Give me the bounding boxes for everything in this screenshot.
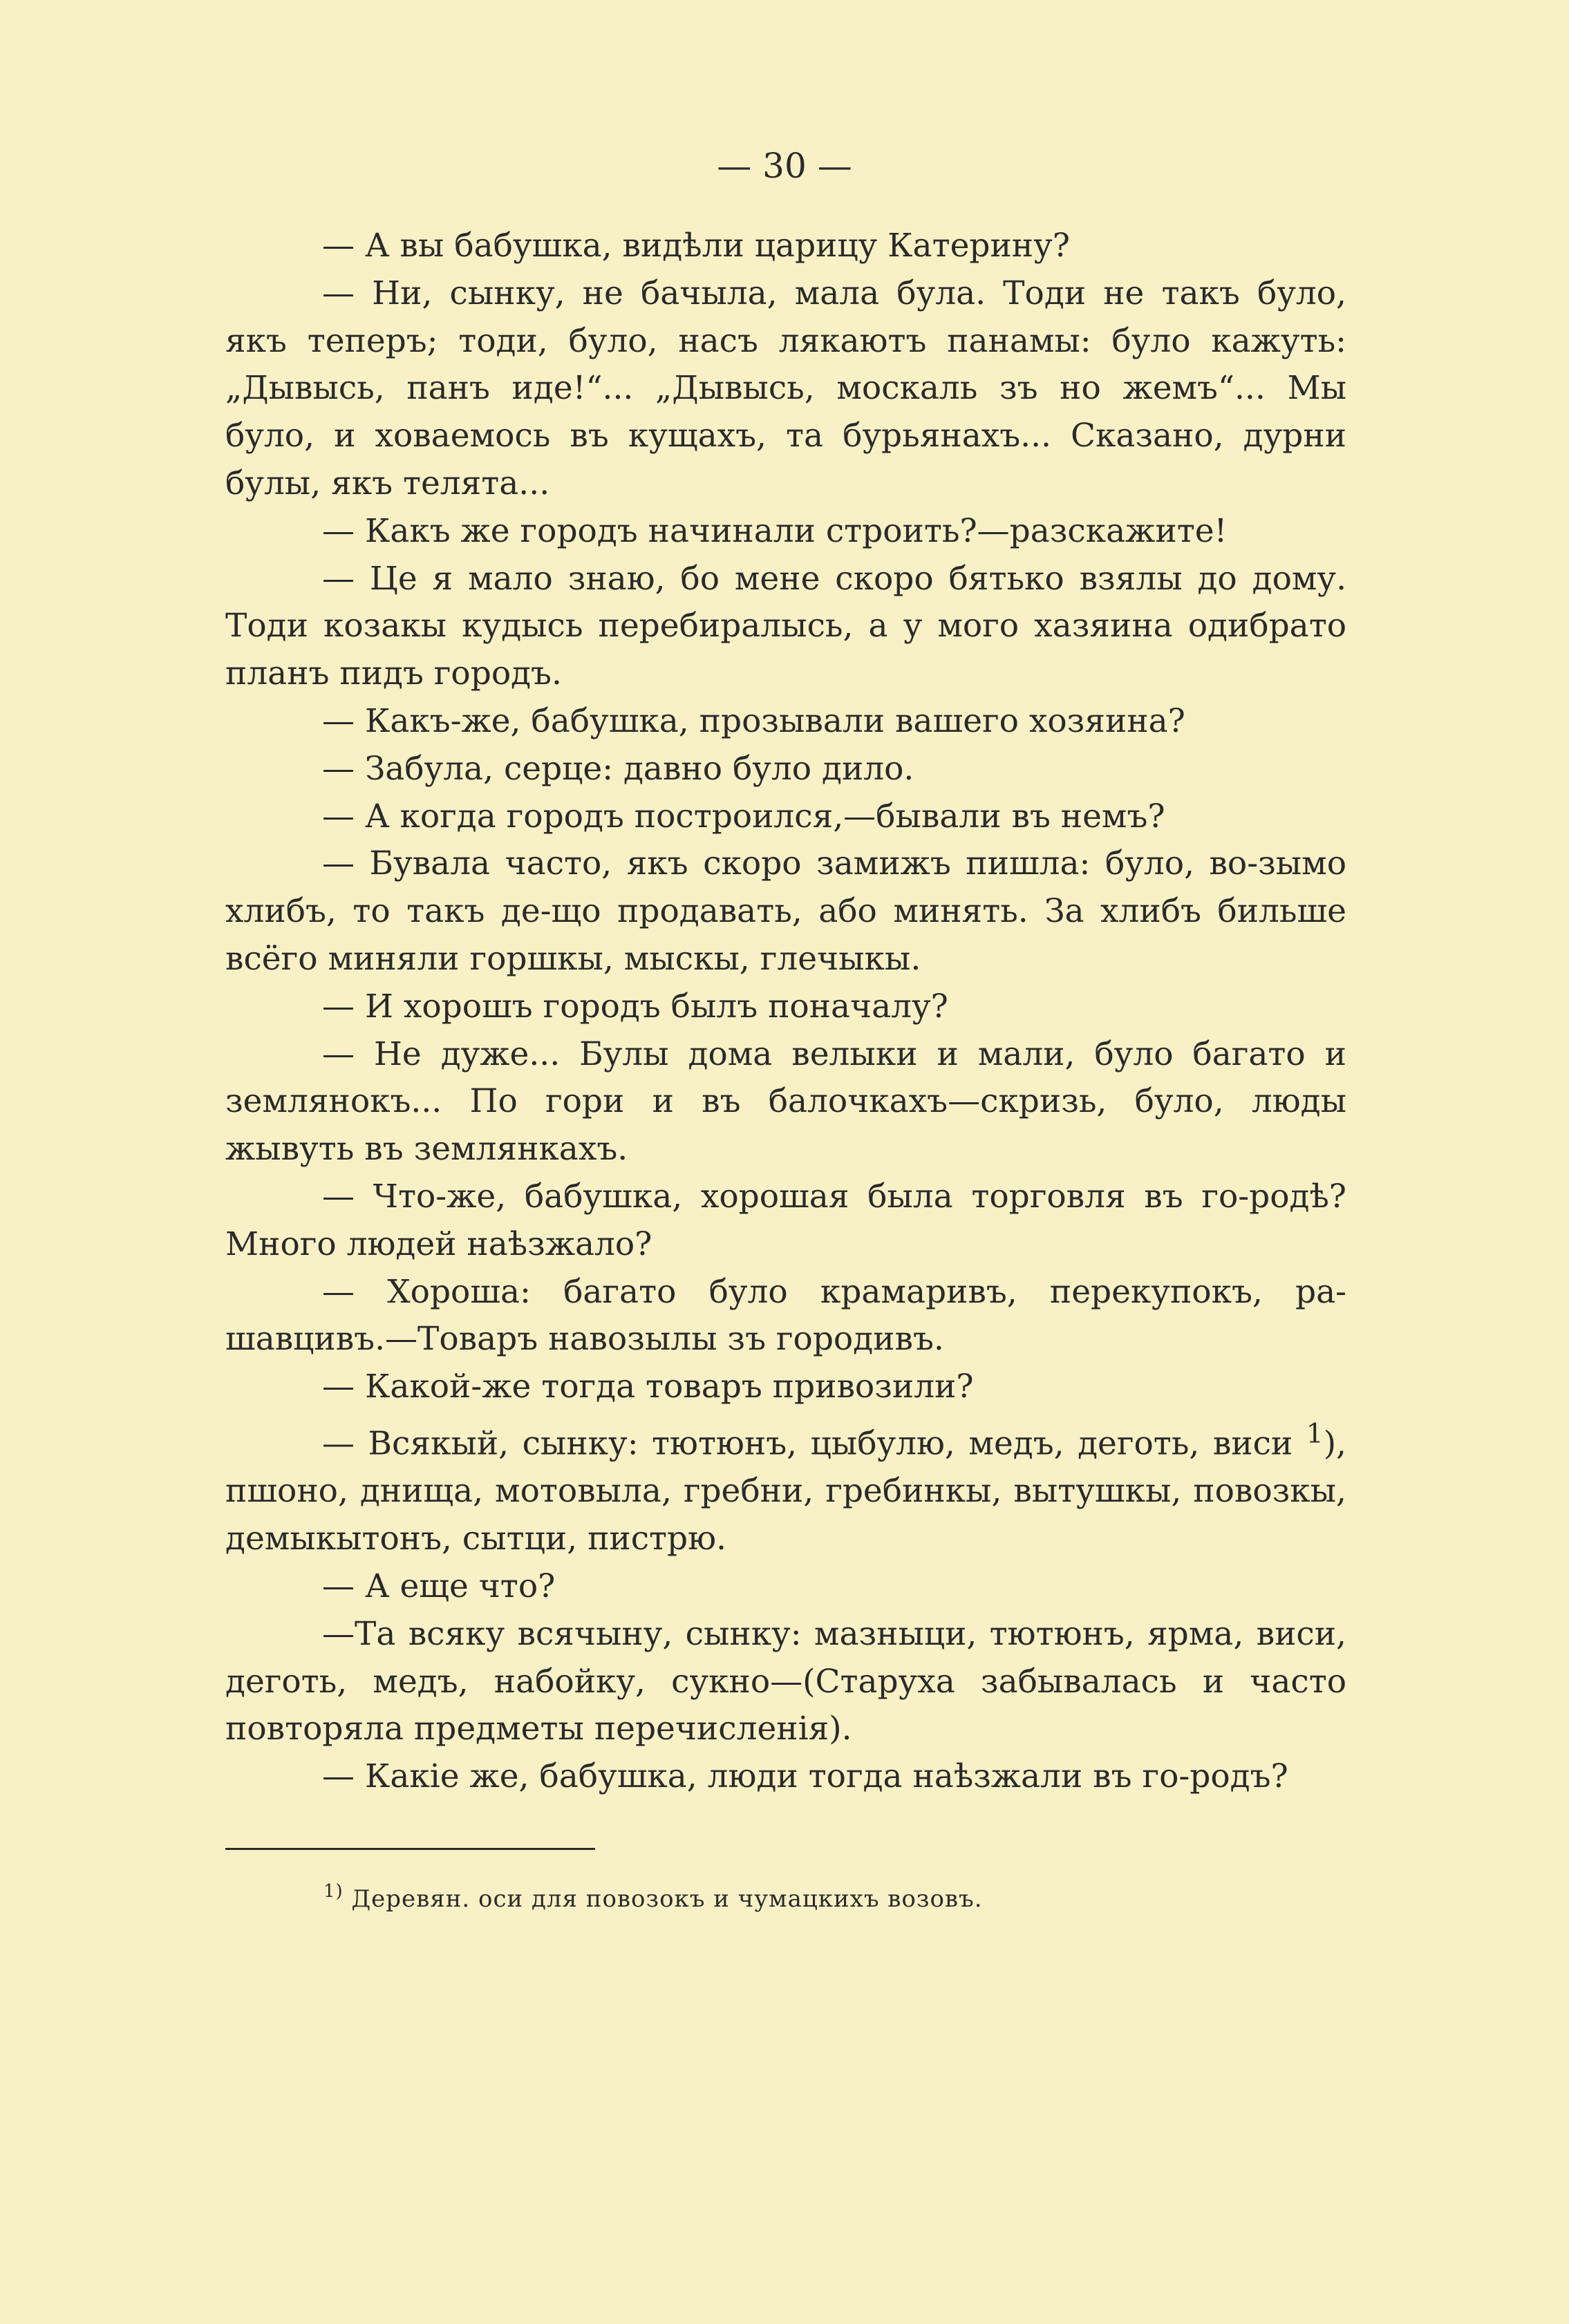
text-line: дому. Тоди козакы кудысь перебиралысь, а у мого хазяина одибрато планъ пидъ городъ. xyxy=(225,559,1347,693)
body-text xyxy=(225,223,1346,1801)
text-line: шавцивъ.—Товаръ навозылы зъ городивъ. xyxy=(225,1320,944,1359)
footnote xyxy=(323,1874,1346,1916)
paragraph xyxy=(225,840,1346,983)
paragraph xyxy=(225,1411,1346,1563)
text-line: — Что-же, бабушка, хорошая была торговля въ го- xyxy=(322,1177,1250,1216)
paragraph: — Какъ-же, бабушка, прозывали вашего хозяина? xyxy=(322,701,1185,740)
text-line: зымо хлибъ, то такъ де-що продавать, або минять. За хлибъ бильше всёго миняли горшкы, мыскы, глечыкы. xyxy=(225,844,1346,978)
page-number: — 30 — xyxy=(717,146,852,186)
text-line: — Це я мало знаю, бо мене скоро бятько взялы до xyxy=(322,559,1237,598)
text-line: ), пшоно, днища, мотовыла, гребни, гребинкы, вытушкы, повозкы, демыкытонъ, сытци, пистрю. xyxy=(225,1424,1346,1558)
paragraph xyxy=(225,270,1346,508)
paragraph: — А когда городъ построился,—бывали въ немъ? xyxy=(322,797,1165,835)
text-line: родѣ? Много людей наѣзжало? xyxy=(225,1177,1346,1263)
text-line: —Та всяку всячыну, сынку: мазныци, тютюнъ, ярма, xyxy=(322,1614,1244,1653)
text-line: родъ? xyxy=(1190,1757,1288,1796)
paragraph: — Какъ же городъ начинали строить?—разскажите! xyxy=(322,511,1228,550)
paragraph xyxy=(225,556,1346,698)
text-line: — Всякый, сынку: тютюнъ, цыбулю, медъ, деготь, xyxy=(322,1424,1200,1463)
text-line: — Какiе же, бабушка, люди тогда наѣзжали въ го- xyxy=(322,1757,1190,1796)
paragraph xyxy=(225,1031,1346,1173)
paragraph xyxy=(225,1269,1346,1364)
footnote-divider xyxy=(225,1848,595,1850)
footnote-text: Деревян. оси для повозокъ и чумацкихъ возовъ. xyxy=(351,1885,983,1913)
text-line: и землянокъ... По гори и въ балочкахъ—скризь, було, люды жывуть въ землянкахъ. xyxy=(225,1035,1346,1169)
paragraph: — А вы бабушка, видѣли царицу Катерину? xyxy=(322,227,1070,265)
paragraph xyxy=(225,1753,1346,1801)
paragraph: — Забула, серце: давно було дило. xyxy=(322,749,914,788)
paragraph: — А еще что? xyxy=(322,1567,556,1605)
text-line: виси xyxy=(1212,1424,1293,1463)
footnote-mark: 1) xyxy=(323,1881,344,1902)
paragraph xyxy=(225,1173,1346,1269)
paragraph xyxy=(225,1611,1346,1753)
paragraph: — И хорошъ городъ былъ поначалу? xyxy=(322,987,948,1026)
paragraph: — Какой-же тогда товаръ привозили? xyxy=(322,1368,974,1406)
text-line: було, якъ теперъ; тоди, було, насъ лякаютъ панамы: було кажуть: „Дывысь, панъ иде!“... „Дывысь, москаль зъ но жемъ“... Мы було, и ховаемось въ кущахъ, та бурьянахъ... Сказано, дурни булы, якъ телята... xyxy=(225,274,1346,502)
text-line: — Хороша: багато було крамаривъ, перекупокъ, ра- xyxy=(322,1272,1346,1311)
text-line: — Бувала часто, якъ скоро замижъ пишла: було, во- xyxy=(322,844,1259,883)
text-line: — Ни, сынку, не бачыла, мала була. Тоди не такъ xyxy=(322,274,1240,312)
text-line: — Не дуже... Булы дома велыки и мали, було багато xyxy=(322,1035,1306,1073)
text-line: виси, деготь, медъ, набойку, сукно—(Старуха забывалась и часто повторяла предметы перечисленія). xyxy=(225,1614,1346,1748)
footnote-reference: 1 xyxy=(1306,1418,1324,1450)
